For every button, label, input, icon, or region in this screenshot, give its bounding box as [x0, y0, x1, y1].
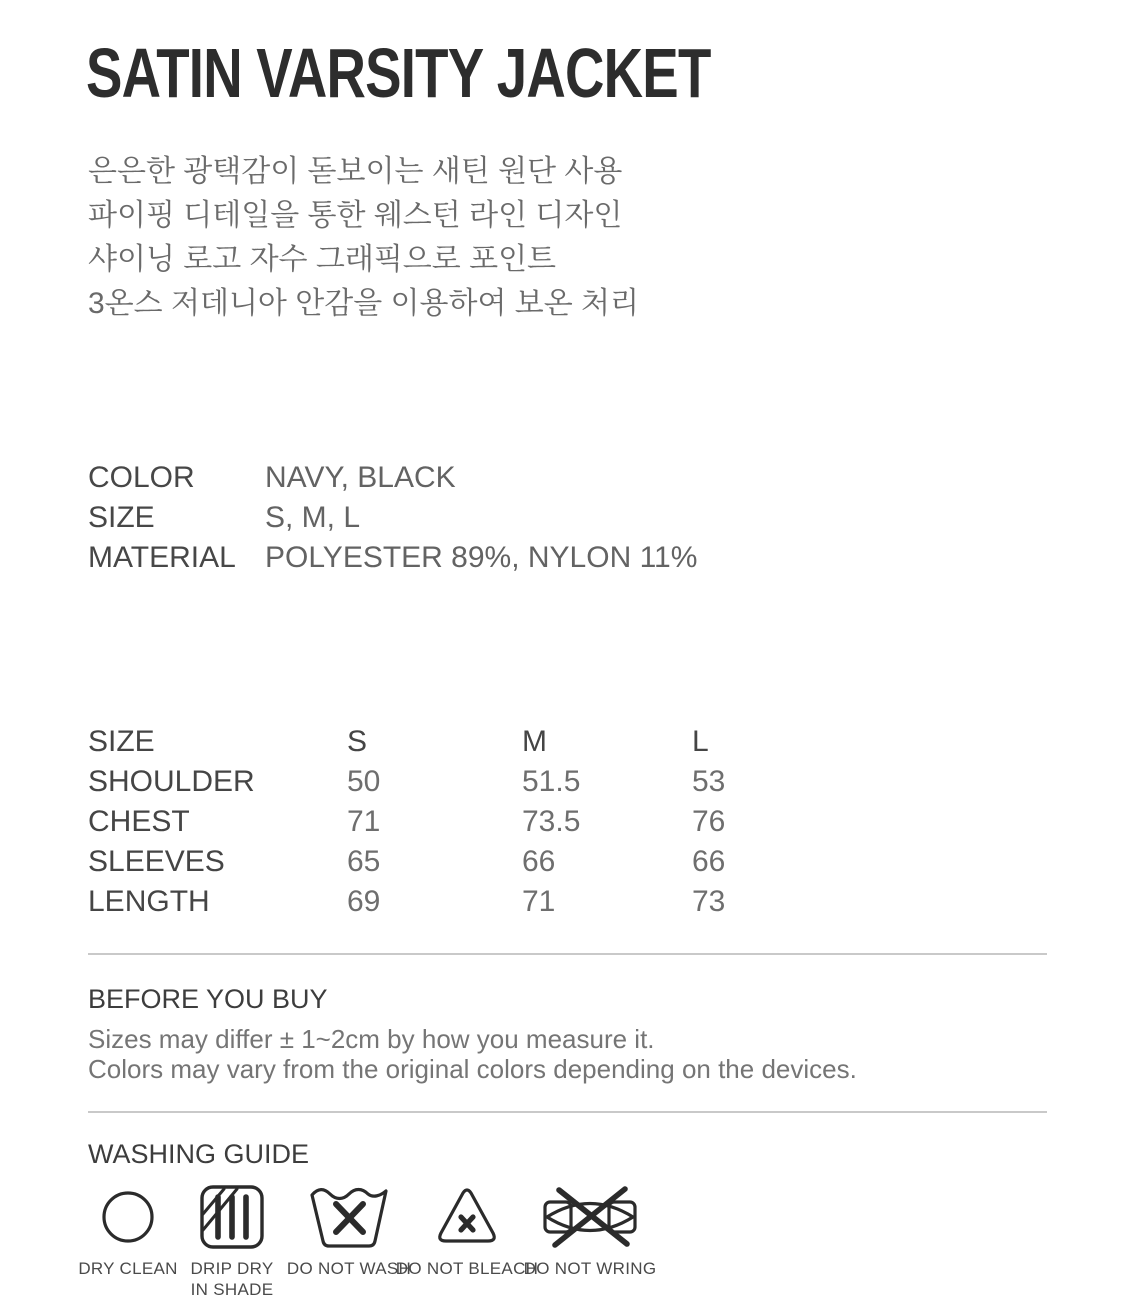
washing-item-dry-clean — [78, 1183, 178, 1279]
note-line: Colors may vary from the original colors depending on the devices. — [88, 1054, 857, 1084]
description-line: 파이핑 디테일을 통한 웨스턴 라인 디자인 — [88, 199, 623, 232]
description-line: 샤이닝 로고 자수 그래픽으로 포인트 — [88, 243, 557, 276]
do-not-bleach-icon — [435, 1183, 499, 1251]
cell-value: 51.5 — [522, 765, 581, 798]
page-title: SATIN VARSITY JACKET — [86, 34, 711, 112]
cell-value: 73.5 — [522, 805, 581, 838]
cell-value: 65 — [347, 845, 381, 878]
dry-clean-icon — [101, 1183, 155, 1251]
spec-row-size — [88, 498, 697, 538]
do-not-wash-icon — [309, 1183, 389, 1251]
size-chart-header: SIZE — [88, 725, 155, 758]
washing-item-do-not-bleach — [395, 1183, 539, 1279]
spec-value: POLYESTER 89%, NYLON 11% — [265, 541, 698, 574]
table-row — [88, 762, 812, 802]
washing-item-label: DRIP DRY IN SHADE — [190, 1259, 274, 1299]
spec-value: NAVY, BLACK — [265, 461, 456, 494]
washing-item-label: DO NOT WASH — [286, 1259, 412, 1278]
before-you-buy-notes — [88, 1024, 857, 1084]
row-label: CHEST — [88, 805, 190, 838]
washing-item-do-not-wash — [286, 1183, 412, 1279]
product-description — [88, 150, 639, 326]
washing-item-do-not-wring — [523, 1183, 657, 1279]
washing-item-drip-dry-in-shade — [191, 1183, 273, 1300]
row-label: SHOULDER — [88, 765, 255, 798]
note-line: Sizes may differ ± 1~2cm by how you measure it. — [88, 1024, 655, 1054]
cell-value: 50 — [347, 765, 381, 798]
spec-row-material — [88, 538, 697, 578]
cell-value: 71 — [347, 805, 381, 838]
table-row — [88, 802, 812, 842]
divider — [88, 1111, 1047, 1113]
washing-item-label: DO NOT WRING — [523, 1259, 657, 1278]
cell-value: 76 — [692, 805, 726, 838]
drip-dry-in-shade-icon — [200, 1183, 264, 1251]
spec-row-color — [88, 458, 697, 498]
size-chart-column: L — [692, 725, 709, 758]
divider — [88, 953, 1047, 955]
cell-value: 69 — [347, 885, 381, 918]
cell-value: 53 — [692, 765, 726, 798]
row-label: SLEEVES — [88, 845, 225, 878]
cell-value: 73 — [692, 885, 726, 918]
cell-value: 66 — [692, 845, 726, 878]
size-chart-header-row — [88, 722, 812, 762]
table-row — [88, 882, 812, 922]
washing-item-label: DO NOT BLEACH — [395, 1259, 539, 1278]
cell-value: 66 — [522, 845, 556, 878]
spec-label: MATERIAL — [88, 541, 236, 574]
washing-guide-heading: WASHING GUIDE — [88, 1139, 310, 1169]
size-chart-table — [88, 722, 812, 922]
description-line: 3온스 저데니아 안감을 이용하여 보온 처리 — [88, 287, 640, 320]
cell-value: 71 — [522, 885, 556, 918]
spec-label: COLOR — [88, 461, 195, 494]
description-line: 은은한 광택감이 돋보이는 새틴 원단 사용 — [88, 155, 623, 188]
size-chart-column: M — [522, 725, 547, 758]
size-chart-column: S — [347, 725, 368, 758]
spec-value: S, M, L — [265, 501, 361, 534]
table-row — [88, 842, 812, 882]
do-not-wring-icon — [539, 1183, 641, 1251]
washing-item-label: DRY CLEAN — [78, 1259, 178, 1278]
row-label: LENGTH — [88, 885, 210, 918]
before-you-buy-heading: BEFORE YOU BUY — [88, 984, 328, 1014]
spec-label: SIZE — [88, 501, 155, 534]
product-specs — [88, 458, 697, 578]
